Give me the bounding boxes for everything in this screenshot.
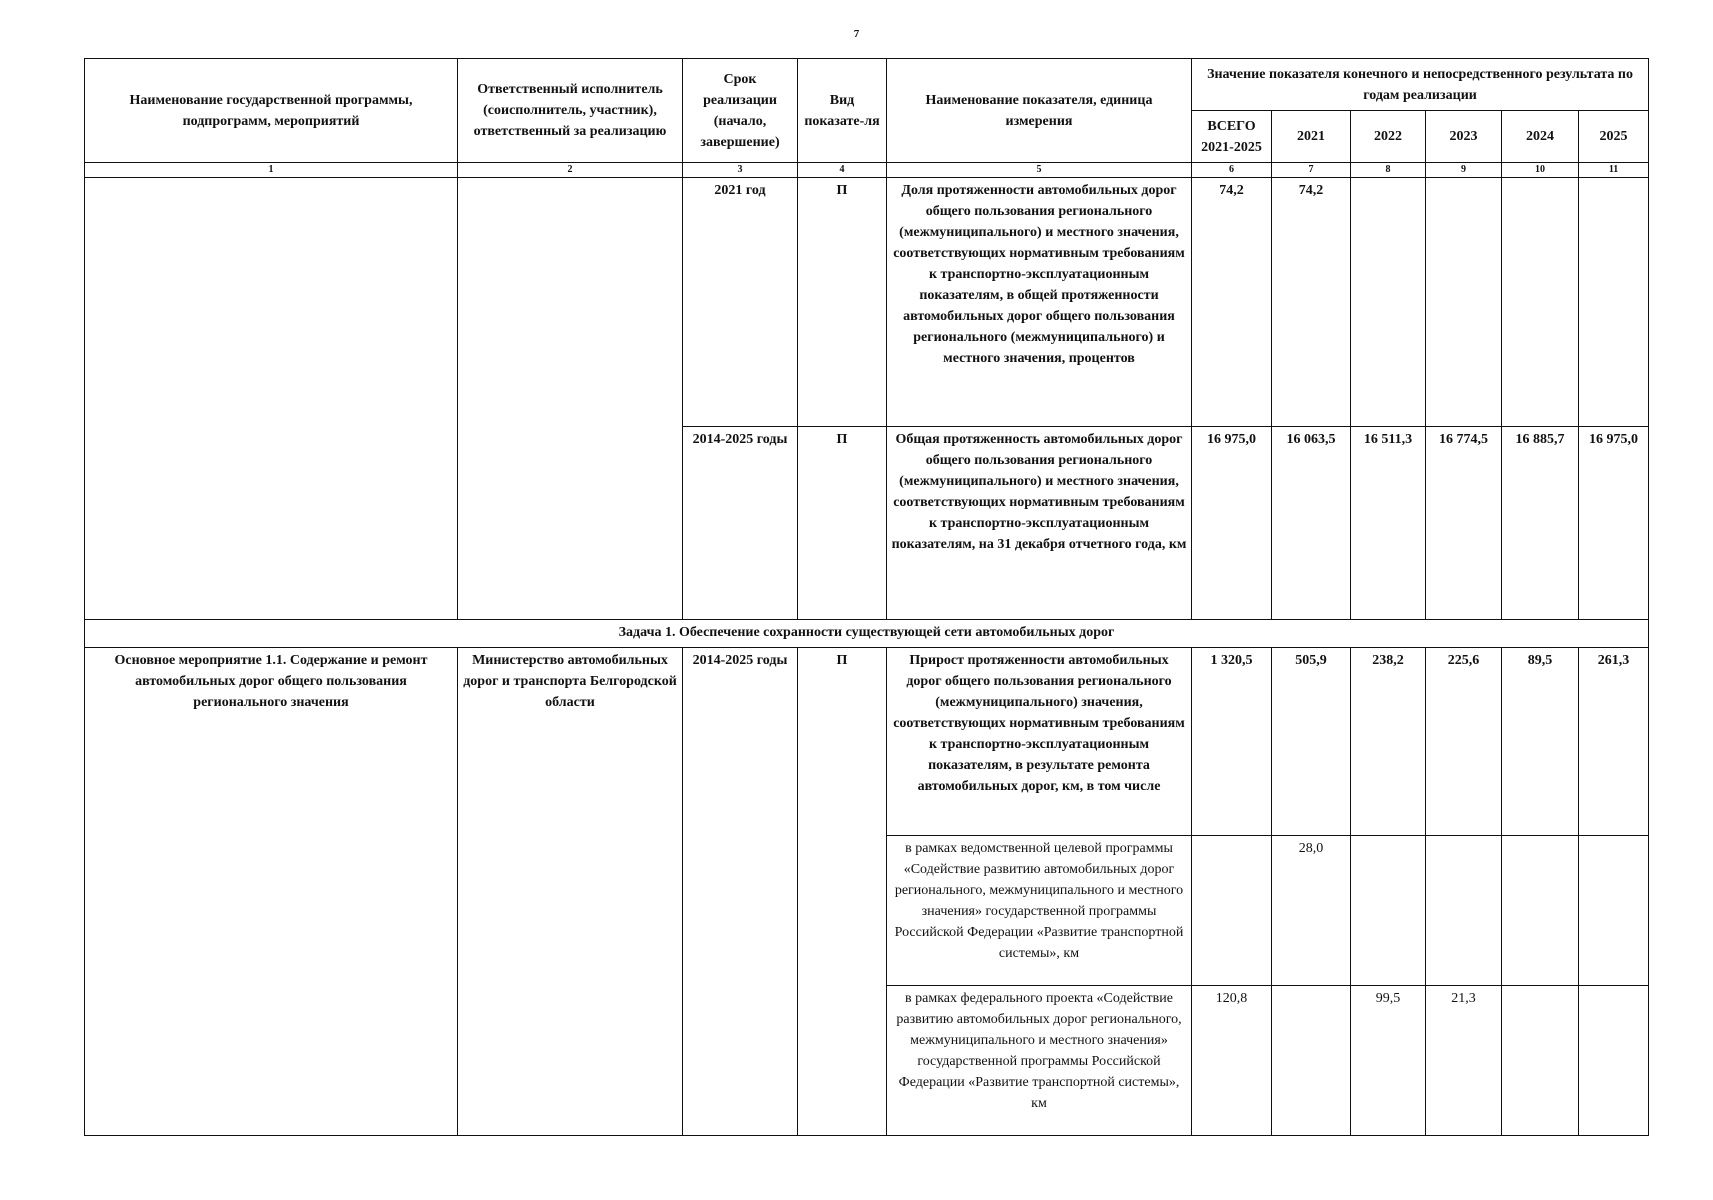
page-number: 7 [853, 28, 860, 40]
value-total [1192, 836, 1272, 986]
activity-indicator-type-cell: П [798, 648, 887, 1136]
indicator-name-cell: в рамках федерального проекта «Содействие развитию автомобильных дорог регионального, межмуниципального и местного значения» государственной программы Российской Федерации «Развитие транспортной системы», км [887, 986, 1192, 1136]
indicator-name-cell: Доля протяженности автомобильных дорог общего пользования регионального (межмуниципального) и местного значения, соответствующих нормативным требованиям к транспортно-эксплуатационным показателям, в общей протяженности автомобильных дорог общего пользования регионального (межмуниципального) и местного значения, процентов [887, 178, 1192, 427]
activity-name-cell: Основное мероприятие 1.1. Содержание и ремонт автомобильных дорог общего пользования регионального значения [85, 648, 458, 1136]
column-number: 6 [1192, 163, 1272, 178]
value-2023: 225,6 [1426, 648, 1502, 836]
column-number: 3 [683, 163, 798, 178]
column-number: 5 [887, 163, 1192, 178]
value-2024 [1502, 178, 1579, 427]
column-number: 9 [1426, 163, 1502, 178]
value-2024: 89,5 [1502, 648, 1579, 836]
indicator-type-cell: П [798, 178, 887, 427]
value-2022 [1351, 836, 1426, 986]
indicators-table [84, 58, 1649, 1136]
header-year-2024: 2024 [1502, 111, 1579, 163]
header-year-2021: 2021 [1272, 111, 1351, 163]
column-numbers-row [85, 163, 1649, 178]
period-cell: 2021 год [683, 178, 798, 427]
responsible-cell-empty [458, 178, 683, 620]
value-total: 1 320,5 [1192, 648, 1272, 836]
header-responsible: Ответственный исполнитель (соисполнитель, участник), ответственный за реализацию [458, 59, 683, 163]
period-cell: 2014-2025 годы [683, 427, 798, 620]
indicator-name-cell: Общая протяженность автомобильных дорог общего пользования регионального (межмуниципального) и местного значения, соответствующих нормативным требованиям к транспортно-эксплуатационным показателям, на 31 декабря отчетного года, км [887, 427, 1192, 620]
value-2024 [1502, 836, 1579, 986]
value-2021: 505,9 [1272, 648, 1351, 836]
column-number: 2 [458, 163, 683, 178]
header-indicator-name: Наименование показателя, единица измерения [887, 59, 1192, 163]
header-year-2023: 2023 [1426, 111, 1502, 163]
header-indicator-type: Вид показате-ля [798, 59, 887, 163]
column-number: 10 [1502, 163, 1579, 178]
indicator-name-cell: Прирост протяженности автомобильных дорог общего пользования регионального (межмуниципального) значения, соответствующих нормативным требованиям к транспортно-эксплуатационным показателям, в результате ремонта автомобильных дорог, км, в том числе [887, 648, 1192, 836]
indicator-type-cell: П [798, 427, 887, 620]
value-2025 [1579, 836, 1649, 986]
value-2024 [1502, 986, 1579, 1136]
task-row [85, 620, 1649, 648]
header-year-2025: 2025 [1579, 111, 1649, 163]
table-row [85, 648, 1649, 836]
program-name-cell-empty [85, 178, 458, 620]
header-year-2022: 2022 [1351, 111, 1426, 163]
header-row-1 [85, 59, 1649, 111]
value-2021 [1272, 986, 1351, 1136]
value-total: 120,8 [1192, 986, 1272, 1136]
header-total: ВСЕГО 2021-2025 [1192, 111, 1272, 163]
value-2025: 261,3 [1579, 648, 1649, 836]
column-number: 7 [1272, 163, 1351, 178]
value-2025 [1579, 178, 1649, 427]
column-number: 11 [1579, 163, 1649, 178]
header-program-name: Наименование государственной программы, подпрограмм, мероприятий [85, 59, 458, 163]
value-2025: 16 975,0 [1579, 427, 1649, 620]
value-2022: 238,2 [1351, 648, 1426, 836]
activity-responsible-cell: Министерство автомобильных дорог и транспорта Белгородской области [458, 648, 683, 1136]
value-2024: 16 885,7 [1502, 427, 1579, 620]
value-2021: 28,0 [1272, 836, 1351, 986]
value-2023: 21,3 [1426, 986, 1502, 1136]
value-2023: 16 774,5 [1426, 427, 1502, 620]
column-number: 8 [1351, 163, 1426, 178]
value-2021: 74,2 [1272, 178, 1351, 427]
value-2022 [1351, 178, 1426, 427]
value-total: 16 975,0 [1192, 427, 1272, 620]
value-2023 [1426, 178, 1502, 427]
value-2025 [1579, 986, 1649, 1136]
header-period: Срок реализации (начало, завершение) [683, 59, 798, 163]
indicator-name-cell: в рамках ведомственной целевой программы «Содействие развитию автомобильных дорог регионального, межмуниципального и местного значения» государственной программы Российской Федерации «Развитие транспортной системы», км [887, 836, 1192, 986]
value-2022: 16 511,3 [1351, 427, 1426, 620]
activity-period-cell: 2014-2025 годы [683, 648, 798, 1136]
column-number: 4 [798, 163, 887, 178]
value-2023 [1426, 836, 1502, 986]
header-values-group: Значение показателя конечного и непосредственного результата по годам реализации [1192, 59, 1649, 111]
value-2021: 16 063,5 [1272, 427, 1351, 620]
table-row [85, 178, 1649, 427]
value-2022: 99,5 [1351, 986, 1426, 1136]
column-number: 1 [85, 163, 458, 178]
value-total: 74,2 [1192, 178, 1272, 427]
task-title: Задача 1. Обеспечение сохранности существующей сети автомобильных дорог [85, 620, 1649, 648]
